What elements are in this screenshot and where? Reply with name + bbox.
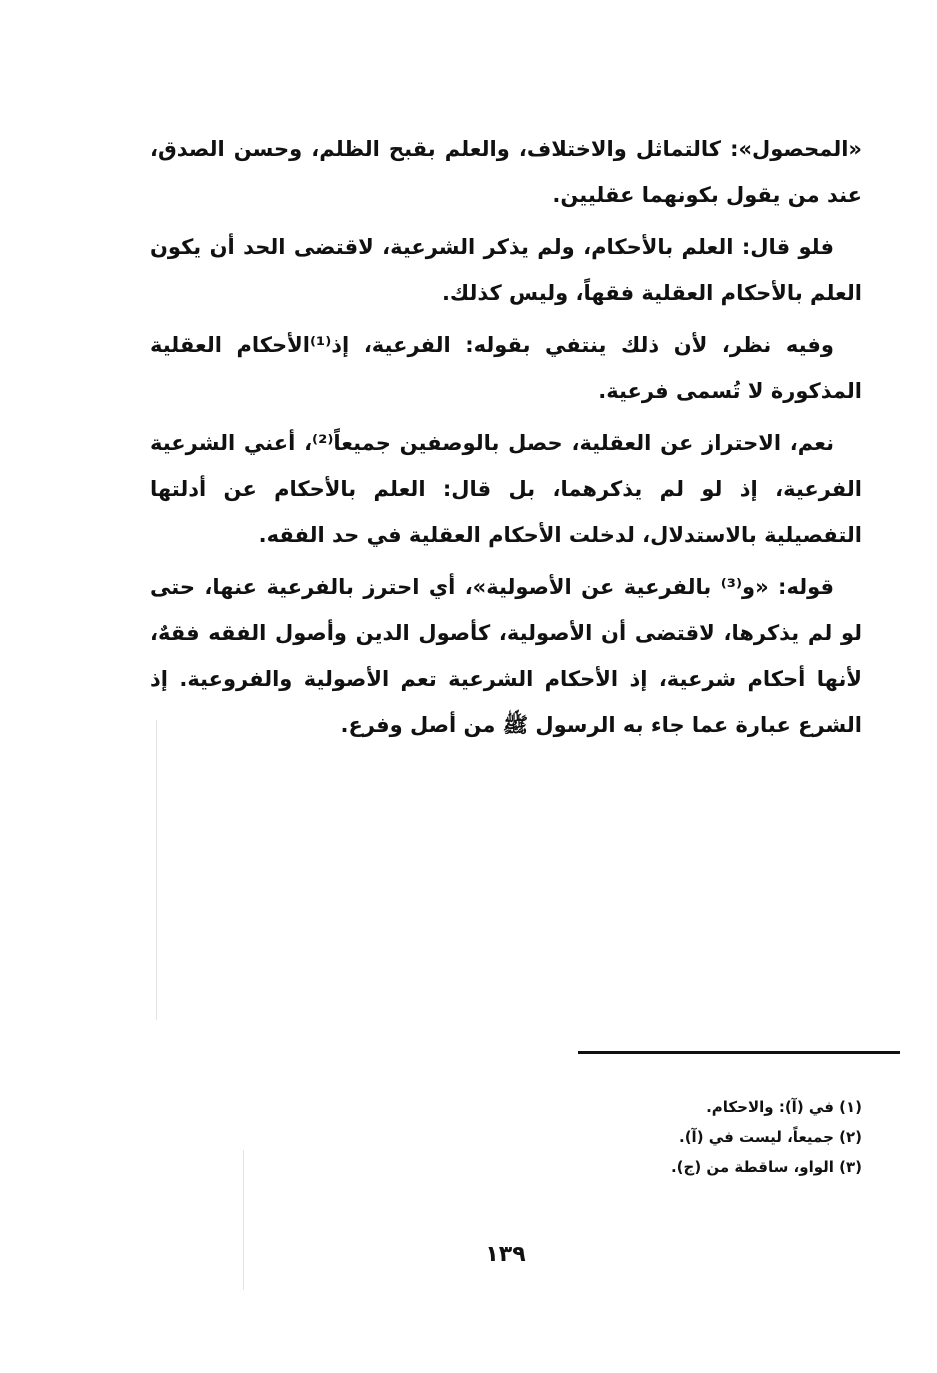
footnote-divider	[578, 1051, 900, 1054]
footnote-3: (٣) الواو، ساقطة من (ج).	[670, 1158, 862, 1176]
scan-artifact	[156, 720, 157, 1020]
page-number: ١٣٩	[485, 1242, 526, 1267]
footnote-1: (١) في (آ): والاحكام.	[706, 1098, 862, 1116]
paragraph: قوله: «و⁽³⁾ بالفرعية عن الأصولية»، أي احترز بالفرعية عنها، حتى لو لم يذكرها، لاقتضى أن الأصولية، كأصول الدين وأصول الفقه فقهٌ، لأنها أحكام شرعية، إذ الأحكام الشرعية تعم الأصولية والفروعية. إذ الشرع عبارة عما جاء به الرسول ﷺ من أصل وفرع.	[150, 575, 862, 737]
scan-artifact	[243, 1150, 244, 1290]
paragraph: نعم، الاحتراز عن العقلية، حصل بالوصفين جميعاً⁽²⁾، أعني الشرعية الفرعية، إذ لو لم يذكرهما، بل قال: العلم بالأحكام عن أدلتها التفصيلية بالاستدلال، لدخلت الأحكام العقلية في حد الفقه.	[150, 431, 862, 547]
footnote-2: (٢) جميعاً، ليست في (آ).	[679, 1128, 862, 1146]
paragraph: فلو قال: العلم بالأحكام، ولم يذكر الشرعية، لاقتضى الحد أن يكون العلم بالأحكام العقلية فقهاً، وليس كذلك.	[150, 235, 862, 305]
footnotes	[480, 1092, 862, 1182]
main-text	[150, 126, 862, 754]
paragraph: «المحصول»: كالتماثل والاختلاف، والعلم بقبح الظلم، وحسن الصدق، عند من يقول بكونهما عقليين.	[150, 137, 862, 207]
paragraph: وفيه نظر، لأن ذلك ينتفي بقوله: الفرعية، إذ⁽¹⁾الأحكام العقلية المذكورة لا تُسمى فرعية.	[150, 333, 862, 403]
